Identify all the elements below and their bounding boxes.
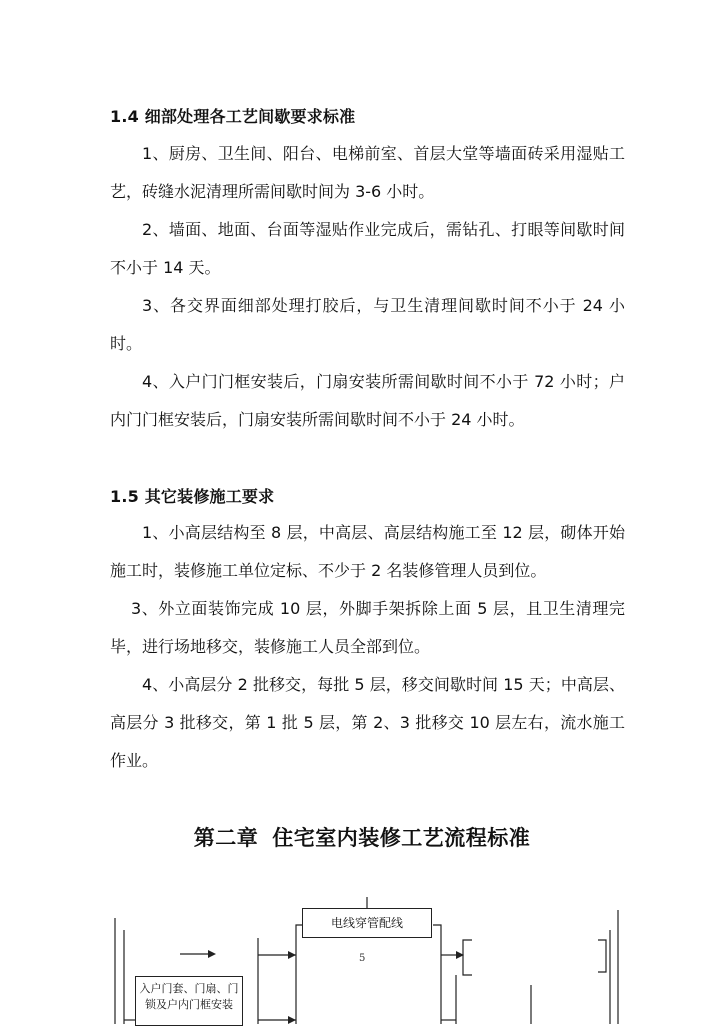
section-heading-1-4: 1.4 细部处理各工艺间歇要求标准: [110, 107, 356, 126]
flow-box-door-install: [135, 976, 243, 1026]
paragraph-1-5-item-3: 3、外立面装饰完成 10 层，外脚手架拆除上面 5 层，且卫生清理完毕，进行场地移交，装修施工人员全部到位。: [110, 599, 625, 656]
flow-bracket: [463, 940, 472, 975]
paragraph-1-4-item-4: 4、入户门门框安装后，门扇安装所需间歇时间不小于 72 小时；户内门门框安装后，门扇安装所需间歇时间不小于 24 小时。: [110, 372, 625, 429]
paragraph-1-4-item-1: 1、厨房、卫生间、阳台、电梯前室、首层大堂等墙面砖采用湿贴工艺，砖缝水泥清理所需间歇时间为 3-6 小时。: [110, 144, 625, 201]
flow-box-door-label-line1: 入户门套、门扇、门: [139, 982, 239, 995]
flow-arrowhead: [288, 1016, 296, 1024]
flow-box-door-label-line2: 锁及户内门框安装: [145, 998, 233, 1011]
paragraph-1-5-item-4: 4、小高层分 2 批移交，每批 5 层，移交间歇时间 15 天；中高层、高层分 3 批移交，第 1 批 5 层，第 2、3 批移交 10 层左右，流水施工作业。: [110, 675, 625, 770]
flow-arrowhead: [288, 951, 296, 959]
flow-arrowhead: [208, 950, 216, 958]
paragraph-1-4-item-3: 3、各交界面细部处理打胶后，与卫生清理间歇时间不小于 24 小时。: [110, 296, 625, 353]
flow-bracket: [433, 925, 441, 1024]
page-number-marker: 5: [359, 953, 366, 964]
paragraph-1-5-item-1: 1、小高层结构至 8 层，中高层、高层结构施工至 12 层，砌体开始施工时，装修施工单位定标、不少于 2 名装修管理人员到位。: [110, 523, 625, 580]
section-heading-1-5: 1.5 其它装修施工要求: [110, 487, 275, 506]
paragraph-1-4-item-2: 2、墙面、地面、台面等湿贴作业完成后，需钻孔、打眼等间歇时间不小于 14 天。: [110, 220, 625, 277]
flow-bracket: [598, 940, 606, 972]
flow-bracket: [296, 925, 303, 1024]
chapter-name: 住宅室内装修工艺流程标准: [272, 826, 531, 850]
flow-box-wiring-label: 电线穿管配线: [330, 916, 403, 930]
flow-box-wiring: [302, 908, 432, 938]
chapter-number: 第二章: [193, 826, 259, 850]
